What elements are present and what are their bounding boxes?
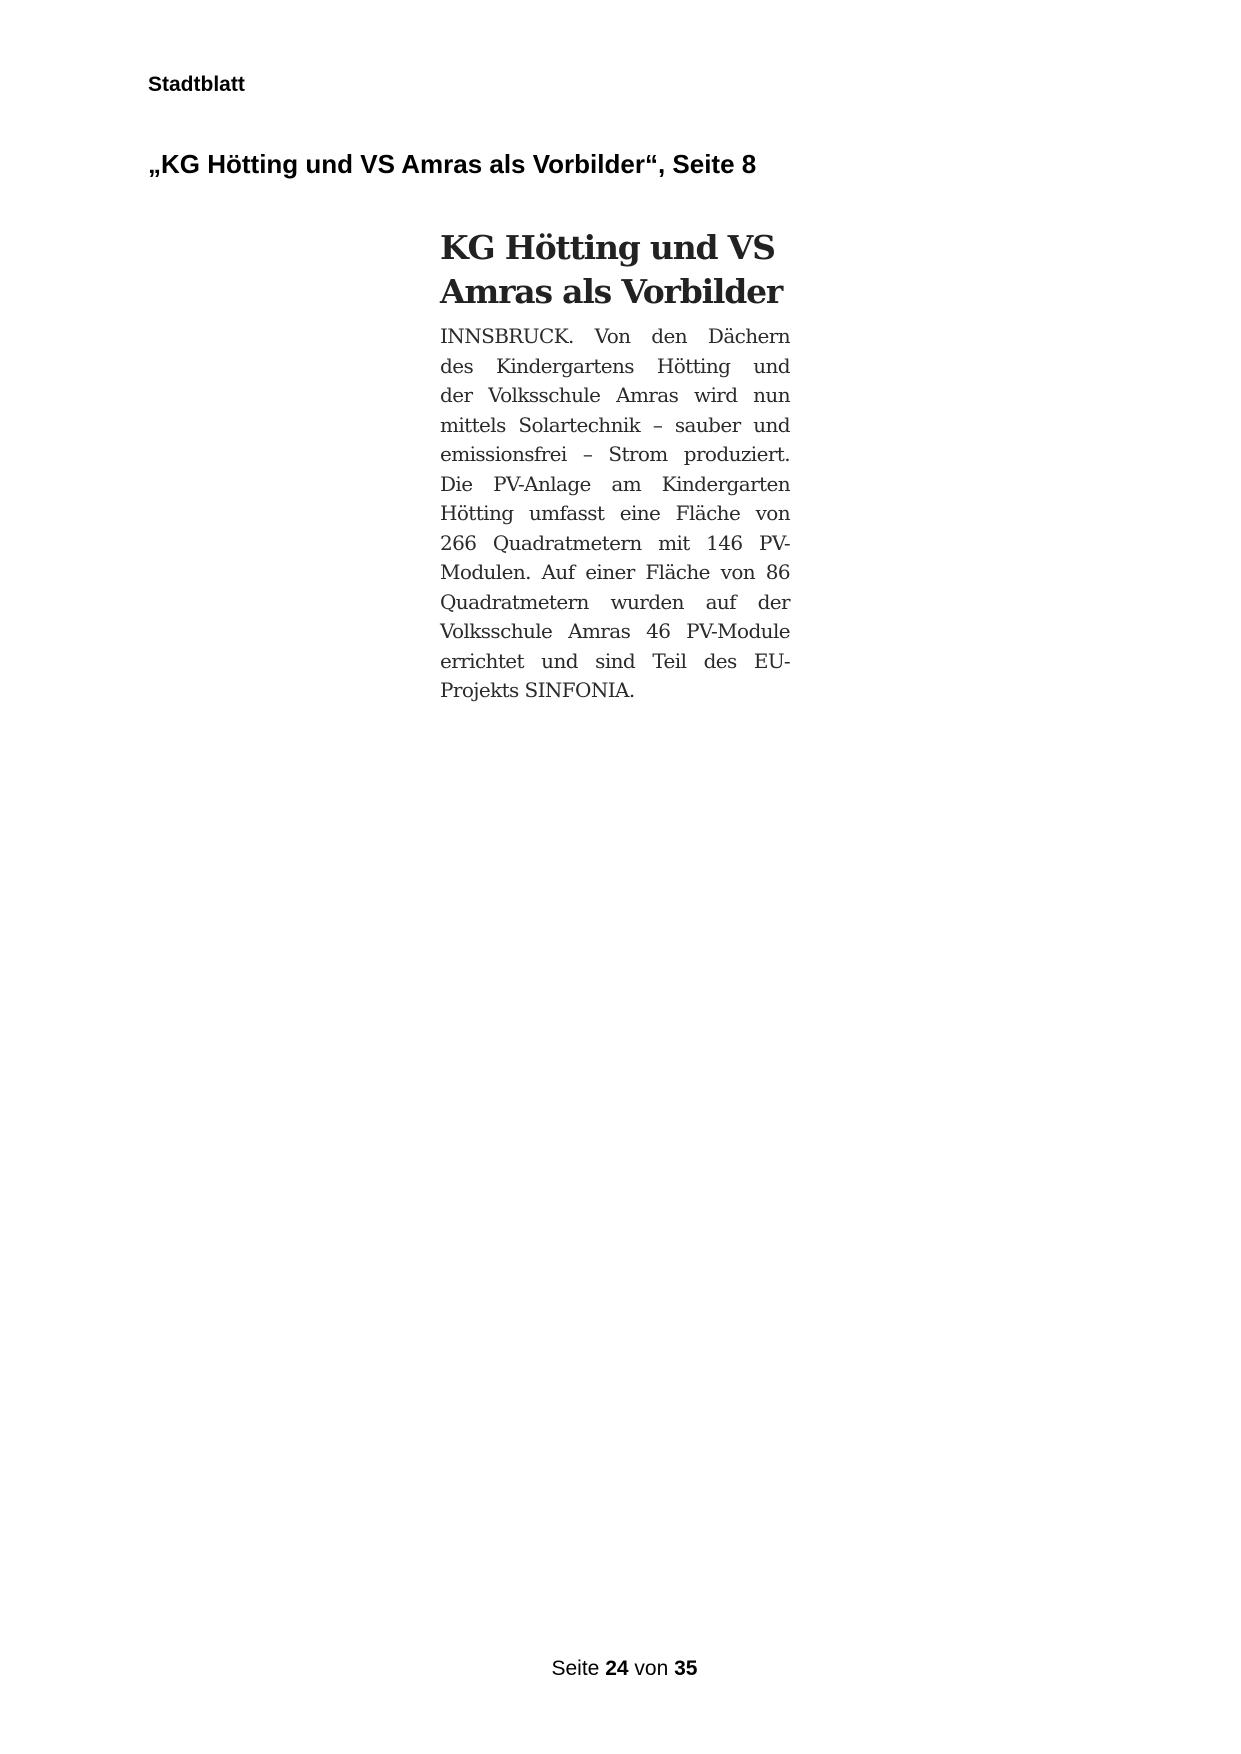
newspaper-clipping [440, 226, 790, 706]
clipping-headline [440, 226, 790, 314]
body-line: emissionsfrei – Strom produziert. [440, 442, 790, 466]
total-pages: 35 [674, 1657, 698, 1680]
current-page: 24 [605, 1657, 629, 1680]
body-line: Volksschule Amras 46 PV-Module [440, 619, 790, 643]
body-line: Projekts SINFONIA. [440, 678, 635, 702]
body-line: Hötting umfasst eine Fläche von [440, 501, 790, 525]
body-line: des Kindergartens Hötting und [440, 353, 790, 378]
body-line: 266 Quadratmetern mit 146 PV- [440, 530, 790, 555]
body-line: der Volksschule Amras wird nun [440, 383, 790, 407]
body-line: Die PV-Anlage am Kindergarten [440, 471, 790, 496]
page-number [552, 1656, 698, 1682]
body-line: INNSBRUCK. Von den Dächern [440, 324, 790, 348]
source-label: Stadtblatt [148, 73, 245, 96]
article-reference-title: „KG Hötting und VS Amras als Vorbilder“, Seite 8 [148, 149, 757, 179]
body-line: mittels Solartechnik – sauber und [440, 412, 790, 437]
headline-line: KG Hötting und VS [440, 228, 775, 267]
headline-line: Amras als Vorbilder [440, 272, 783, 311]
body-line: errichtet und sind Teil des EU- [440, 648, 790, 673]
page-separator: von [634, 1657, 669, 1680]
clipping-body [440, 322, 790, 706]
body-line: Modulen. Auf einer Fläche von 86 [440, 560, 790, 584]
page-prefix: Seite [551, 1657, 600, 1680]
page-footer [0, 1656, 1241, 1682]
body-line: Quadratmetern wurden auf der [440, 589, 790, 614]
